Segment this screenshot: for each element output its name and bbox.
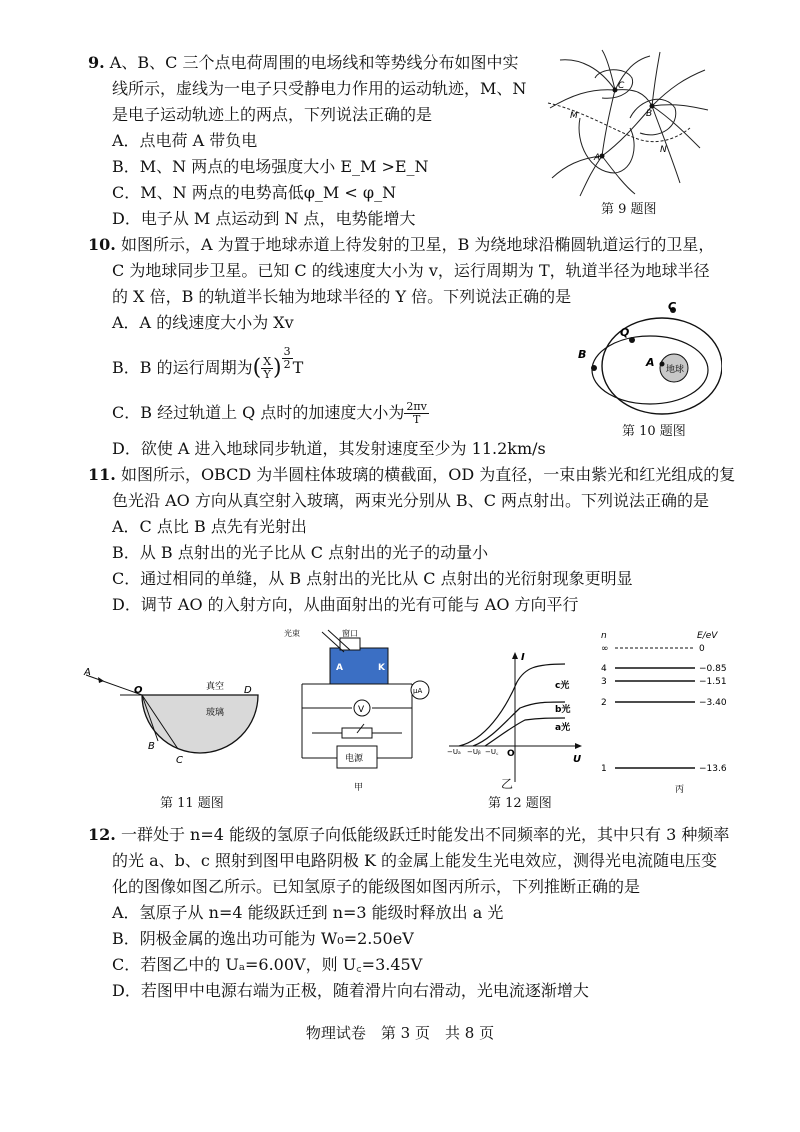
- fig11-label-b: B: [148, 741, 155, 752]
- q11-number: 11.: [88, 465, 116, 484]
- fig9-label-b: B: [646, 109, 653, 119]
- energy-level-e-3: −3.40: [699, 698, 727, 708]
- fig9-label-m: M: [570, 111, 578, 121]
- fig9-label-a: A: [594, 153, 601, 163]
- energy-level-e-4: −13.6: [699, 764, 727, 774]
- q12-option-a: A．氢原子从 n=4 能级跃迁到 n=3 能级时释放出 a 光: [112, 903, 504, 922]
- fig10-label-b: B: [578, 348, 587, 361]
- page-footer: 物理试卷 第 3 页 共 8 页: [305, 1024, 495, 1042]
- q12-option-b: B．阴极金属的逸出功可能为 W₀=2.50eV: [112, 929, 414, 948]
- q9-line2: 线所示，虚线为一电子只受静电力作用的运动轨迹，M、N: [112, 79, 527, 98]
- q12-line2: 的光 a、b、c 照射到图甲电路阴极 K 的金属上能发生光电效应，测得光电流随电压变: [112, 851, 718, 870]
- fig12-yi-axis-u: U: [573, 754, 582, 765]
- fig9-label-c: C: [618, 81, 625, 91]
- q11-option-d: D．调节 AO 的入射方向，从曲面射出的光有可能与 AO 方向平行: [112, 595, 579, 614]
- fig10-label-q: Q: [620, 326, 630, 339]
- q12-option-d: D．若图甲中电源右端为正极，随着滑片向右滑动，光电流逐渐增大: [112, 981, 589, 1000]
- fig12-jia-source-label: 电源: [345, 754, 364, 764]
- fig12-caption: 第 12 题图: [488, 796, 552, 811]
- q12-option-c: C．若图乙中的 Uₐ=6.00V，则 U꜀=3.45V: [112, 955, 423, 974]
- fig11-label-vacuum: 真空: [206, 682, 225, 692]
- q10-line3: 的 X 倍，B 的轨道半长轴为地球半径的 Y 倍。下列说法正确的是: [112, 287, 572, 306]
- q9-option-a: A．点电荷 A 带负电: [112, 131, 258, 150]
- fig9-label-n: N: [660, 145, 667, 155]
- fig12-jia-label: 甲: [354, 783, 364, 793]
- fig11-label-glass: 玻璃: [206, 708, 225, 718]
- q11-option-b: B．从 B 点射出的光子比从 C 点射出的光子的动量小: [112, 543, 489, 562]
- energy-level-e-1: −0.85: [699, 664, 727, 674]
- fig12-bing-n-header: n: [601, 631, 607, 641]
- fig10-label-c: C: [668, 300, 677, 313]
- fig12-yi-tick-ua: −Uₐ: [447, 748, 461, 756]
- fig10-caption: 第 10 题图: [622, 424, 686, 439]
- fig12-yi-a-light: a光: [555, 723, 571, 733]
- q12-number: 12.: [88, 825, 116, 844]
- fig12-yi-label: 乙: [501, 777, 514, 791]
- q10-number: 10.: [88, 235, 116, 254]
- fig12-yi-tick-ub: −Uᵦ: [467, 748, 481, 756]
- fig12-energy-levels: [595, 628, 745, 796]
- q10-option-c: C．B 经过轨道上 Q 点时的加速度大小为 $\frac{2\pi v}{T}$: [112, 400, 427, 426]
- energy-level-n-0: ∞: [601, 644, 609, 654]
- q10-option-a: A．A 的线速度大小为 Xv: [112, 313, 294, 332]
- q10-option-b: B．B 的运行周期为( $\frac{X}{Y}$ ) $\frac{3}{2}$ T: [112, 345, 304, 381]
- energy-level-n-2: 3: [601, 677, 607, 687]
- q10-line2: C 为地球同步卫星。已知 C 的线速度大小为 v，运行周期为 T，轨道半径为地球半径: [112, 261, 710, 280]
- fig12-jia-ammeter-label: μA: [413, 687, 423, 695]
- fig10-label-a: A: [646, 356, 655, 369]
- fig10-orbit-diagram: [572, 296, 722, 416]
- fig12-jia-voltmeter-label: V: [358, 705, 365, 715]
- q11-option-a: A．C 点比 B 点先有光射出: [112, 517, 307, 536]
- fig11-glass-diagram: [80, 665, 260, 775]
- fig12-jia-anode-label: A: [336, 663, 343, 673]
- fig11-label-c: C: [176, 755, 183, 766]
- fig11-label-d: D: [244, 685, 252, 696]
- q9-option-d: D．电子从 M 点运动到 N 点，电势能增大: [112, 209, 416, 228]
- q12-line3: 化的图像如图乙所示。已知氢原子的能级图如图丙所示，下列推断正确的是: [112, 877, 641, 896]
- fig12-bing-e-header: E/eV: [697, 631, 718, 641]
- fig9-field-diagram: [540, 48, 710, 198]
- fig12-circuit-diagram: [282, 628, 432, 796]
- energy-level-e-0: 0: [699, 644, 705, 654]
- fig12-yi-origin: O: [507, 749, 515, 759]
- q9-number: 9.: [88, 53, 105, 72]
- q9-line3: 是电子运动轨迹上的两点，下列说法正确的是: [112, 105, 433, 124]
- fig12-jia-beam-label: 光束: [284, 629, 300, 638]
- fig12-iu-graph: [445, 650, 585, 790]
- fig12-jia-cathode-label: K: [378, 663, 385, 673]
- fig12-yi-c-light: c光: [555, 681, 570, 691]
- fig12-yi-b-light: b光: [555, 705, 571, 715]
- energy-level-e-2: −1.51: [699, 677, 727, 687]
- fig12-yi-tick-uc: −U꜀: [485, 748, 499, 756]
- fig11-caption: 第 11 题图: [160, 796, 224, 811]
- fig12-yi-axis-i: I: [521, 652, 525, 663]
- q12-line1: 12. 一群处于 n=4 能级的氢原子向低能级跃迁时能发出不同频率的光，其中只有 3 种频率: [88, 825, 730, 844]
- fig11-label-o: O: [134, 685, 143, 696]
- q11-line1: 11. 如图所示，OBCD 为半圆柱体玻璃的横截面，OD 为直径，一束由紫光和红光组成的复: [88, 465, 736, 484]
- energy-level-n-3: 2: [601, 698, 607, 708]
- q9-option-b: B．M、N 两点的电场强度大小 E_M >E_N: [112, 157, 429, 176]
- q10-b-exponent: $\frac{3}{2}$: [283, 345, 291, 371]
- q11-line2: 色光沿 AO 方向从真空射入玻璃，两束光分别从 B、C 两点射出。下列说法正确的是: [112, 491, 710, 510]
- q10-c-fraction: $\frac{2\pi v}{T}$: [406, 400, 427, 426]
- fig11-label-a: A: [84, 667, 91, 678]
- q11-option-c: C．通过相同的单缝，从 B 点射出的光比从 C 点射出的光衍射现象更明显: [112, 569, 633, 588]
- fig9-caption: 第 9 题图: [601, 202, 657, 217]
- q9-option-c: C．M、N 两点的电势高低φ_M < φ_N: [112, 183, 397, 202]
- fig12-bing-label: 丙: [675, 785, 685, 795]
- energy-level-n-1: 4: [601, 664, 607, 674]
- q10-line1: 10. 如图所示，A 为置于地球赤道上待发射的卫星，B 为绕地球沿椭圆轨道运行的卫星，: [88, 235, 715, 254]
- q10-option-d: D．欲使 A 进入地球同步轨道，其发射速度至少为 11.2km/s: [112, 439, 546, 458]
- energy-level-n-4: 1: [601, 764, 607, 774]
- fig12-jia-window-label: 窗口: [342, 629, 358, 638]
- fig10-label-earth: 地球: [666, 365, 685, 375]
- q9-line1: 9. A、B、C 三个点电荷周围的电场线和等势线分布如图中实: [88, 53, 519, 72]
- q10-b-fraction: $\frac{X}{Y}$: [263, 355, 272, 381]
